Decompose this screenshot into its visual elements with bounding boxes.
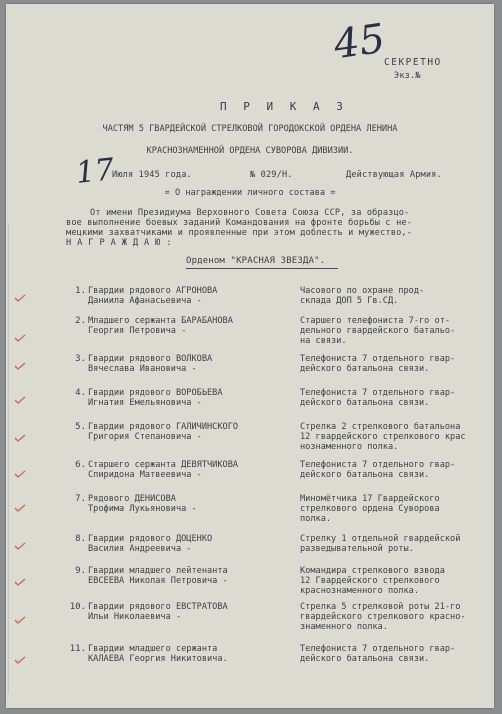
- entry-position-line: нознаменного полка.: [300, 442, 399, 452]
- entry-given-names: Вячеслава Ивановича -: [88, 364, 197, 374]
- entry-rank-surname: Гвардии младшего лейтенанта: [88, 566, 228, 576]
- subtitle-line-1: ЧАСТЯМ 5 ГВАРДЕЙСКОЙ СТРЕЛКОВОЙ ГОРОДОКСКОЙ ОРДЕНА ЛЕНИНА: [102, 124, 398, 134]
- entry-position-line: 12 гвардейского стрелкового крас: [300, 432, 466, 442]
- entry-given-names: ЕВСЕЕВА Николая Петровича -: [88, 576, 228, 586]
- red-check-mark-icon: [14, 294, 26, 302]
- copy-number-label: Экз.№: [394, 71, 421, 81]
- entry-position-line: на связи.: [300, 336, 347, 346]
- preamble-line-3: мецкими захватчиками и проявленные при этом доблесть и мужество,-: [66, 228, 413, 238]
- entry-position-line: дейского батальона связи.: [300, 364, 430, 374]
- entry-number: 10.: [69, 602, 86, 612]
- order-number: № 029/Н.: [250, 170, 293, 180]
- secret-stamp: СЕКРЕТНО: [384, 57, 442, 68]
- handwritten-day: 17: [74, 152, 116, 191]
- award-underline: [186, 268, 338, 269]
- handwritten-page-number: 45: [331, 15, 388, 69]
- entry-given-names: Трофима Лукьяновича -: [88, 504, 197, 514]
- award-entry: [6, 494, 494, 534]
- preamble-line-1: От имени Президиума Верховного Совета Союза ССР, за образцо-: [90, 208, 410, 218]
- entry-given-names: Даниила Афанасьевича -: [88, 296, 202, 306]
- entry-given-names: Василия Андреевича -: [88, 544, 192, 554]
- red-check-mark-icon: [14, 434, 26, 442]
- entry-number: 6.: [75, 460, 86, 470]
- red-check-mark-icon: [14, 362, 26, 370]
- entry-rank-surname: Гвардии рядового ЕВСТРАТОВА: [88, 602, 228, 612]
- subtitle-line-2: КРАСНОЗНАМЕННОЙ ОРДЕНА СУВОРОВА ДИВИЗИИ.: [146, 146, 354, 156]
- entry-position-line: знаменного полка.: [300, 622, 388, 632]
- date-month-year: Июля 1945 года.: [112, 170, 192, 180]
- entry-rank-surname: Рядового ДЕНИСОВА: [88, 494, 176, 504]
- entry-position-line: дельного гвардейского батальо-: [300, 326, 456, 336]
- entry-number: 9.: [75, 566, 86, 576]
- entry-position-line: 12 Гвардейского стрелкового: [300, 576, 440, 586]
- entry-number: 5.: [75, 422, 86, 432]
- entry-position-line: склада ДОП 5 Гв.СД.: [300, 296, 399, 306]
- entry-position-line: разведывательной роты.: [300, 544, 414, 554]
- award-name: Орденом "КРАСНАЯ ЗВЕЗДА".: [186, 256, 326, 266]
- entry-number: 3.: [75, 354, 86, 364]
- red-check-mark-icon: [14, 396, 26, 404]
- entry-rank-surname: Гвардии рядового ВОРОБЬЕВА: [88, 388, 223, 398]
- entry-number: 2.: [75, 316, 86, 326]
- red-check-mark-icon: [14, 504, 26, 512]
- entry-rank-surname: Гвардии рядового ГАЛИЧИНСКОГО: [88, 422, 239, 432]
- place-of-issue: Действующая Армия.: [346, 170, 442, 180]
- entry-position-line: дейского батальона связи.: [300, 398, 430, 408]
- preamble-awarding: Н А Г Р А Ж Д А Ю :: [66, 238, 172, 248]
- entry-rank-surname: Младшего сержанта БАРАБАНОВА: [88, 316, 233, 326]
- entry-position-line: Старшего телефониста 7-го от-: [300, 316, 451, 326]
- award-entry: [6, 316, 494, 356]
- entry-rank-surname: Гвардии рядового АГРОНОВА: [88, 286, 218, 296]
- entry-number: 11.: [69, 644, 86, 654]
- entry-number: 7.: [75, 494, 86, 504]
- entry-rank-surname: Гвардии рядового ДОЦЕНКО: [88, 534, 213, 544]
- entry-number: 8.: [75, 534, 86, 544]
- award-entry: [6, 566, 494, 606]
- entry-given-names: КАЛАЕВА Георгия Никитовича.: [88, 654, 228, 664]
- entry-position-line: краснознаменного полка.: [300, 586, 419, 596]
- entry-position-line: Командира стрелкового взвода: [300, 566, 445, 576]
- entry-position-line: стрелкового ордена Суворова: [300, 504, 440, 514]
- entry-given-names: Спиридона Матвеевича -: [88, 470, 202, 480]
- red-check-mark-icon: [14, 656, 26, 664]
- entry-position-line: Телефониста 7 отдельного гвар-: [300, 388, 456, 398]
- entry-position-line: дейского батальона связи.: [300, 470, 430, 480]
- red-check-mark-icon: [14, 578, 26, 586]
- award-entry: [6, 422, 494, 462]
- entry-position-line: Телефониста 7 отдельного гвар-: [300, 460, 456, 470]
- entry-given-names: Георгия Петровича -: [88, 326, 187, 336]
- entry-position-line: Стрелка 5 стрелковой роты 21-го: [300, 602, 461, 612]
- entry-position-line: Миномётчика 17 Гвардейского: [300, 494, 440, 504]
- entry-given-names: Игнатия Емельяновича -: [88, 398, 202, 408]
- entry-position-line: Стрелка 2 стрелкового батальона: [300, 422, 461, 432]
- entry-given-names: Григория Степановича -: [88, 432, 202, 442]
- entry-position-line: гвардейского стрелкового красно-: [300, 612, 466, 622]
- entry-rank-surname: Гвардии младшего сержанта: [88, 644, 218, 654]
- red-check-mark-icon: [14, 616, 26, 624]
- entry-position-line: Телефониста 7 отдельного гвар-: [300, 644, 456, 654]
- red-check-mark-icon: [14, 542, 26, 550]
- document-title: П Р И К А З: [220, 100, 348, 113]
- award-entry: [6, 644, 494, 684]
- entry-number: 4.: [75, 388, 86, 398]
- red-check-mark-icon: [14, 334, 26, 342]
- entry-number: 1.: [75, 286, 86, 296]
- entry-rank-surname: Гвардии рядового ВОЛКОВА: [88, 354, 213, 364]
- document-page: [6, 4, 494, 708]
- entry-given-names: Ильи Николаевича -: [88, 612, 182, 622]
- entry-position-line: Часового по охране прод-: [300, 286, 425, 296]
- entry-position-line: Телефониста 7 отдельного гвар-: [300, 354, 456, 364]
- red-check-mark-icon: [14, 470, 26, 478]
- entry-position-line: дейского батальона связи.: [300, 654, 430, 664]
- entry-position-line: Стрелку 1 отдельной гвардейской: [300, 534, 461, 544]
- entry-position-line: полка.: [300, 514, 332, 524]
- entry-rank-surname: Старшего сержанта ДЕВЯТЧИКОВА: [88, 460, 239, 470]
- award-entry: [6, 602, 494, 642]
- preamble-line-2: вое выполнение боевых заданий Командования на фронте борьбы с не-: [66, 218, 413, 228]
- order-subject: = О награждении личного состава =: [164, 188, 336, 198]
